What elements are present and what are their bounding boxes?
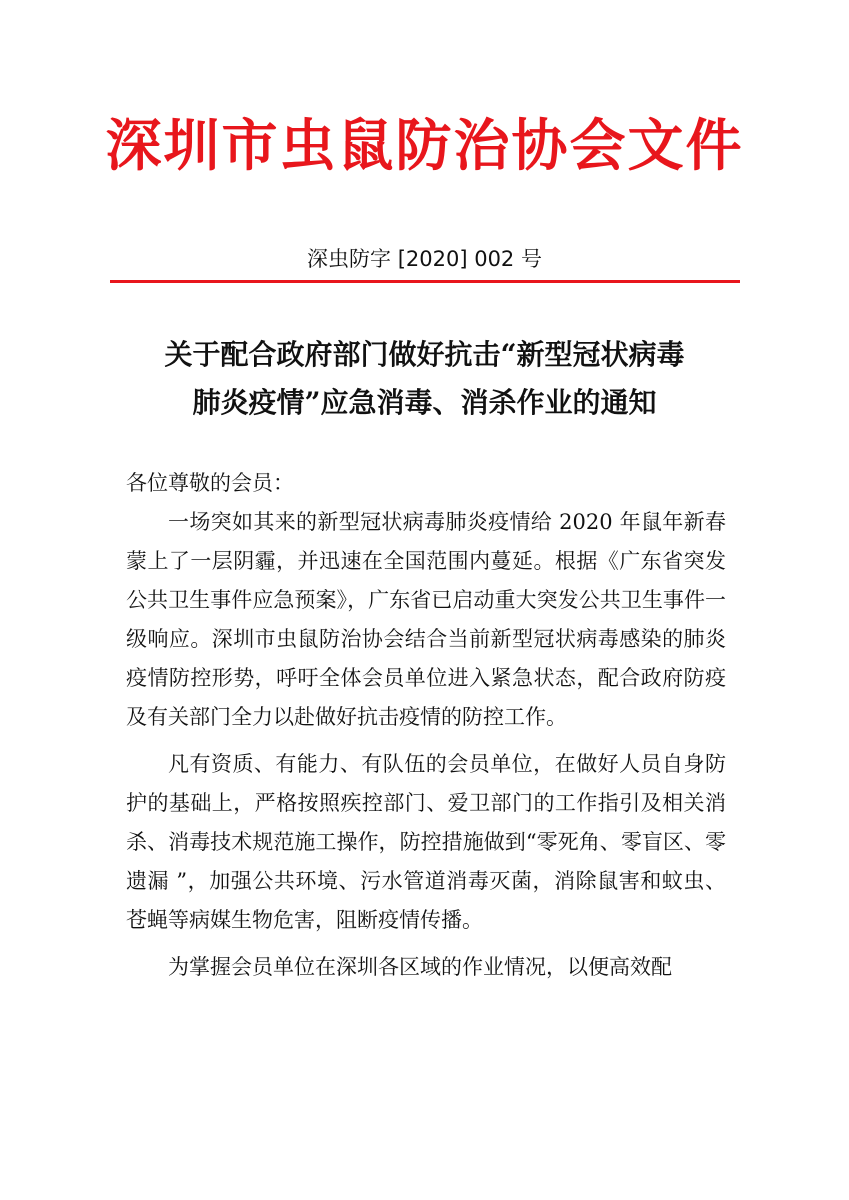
document-number: 深虫防字 [2020] 002 号 [307, 247, 542, 271]
notice-title-line-2: 肺炎疫情”应急消毒、消杀作业的通知 [192, 386, 657, 419]
notice-body [126, 464, 726, 987]
body-paragraph-1: 一场突如其来的新型冠状病毒肺炎疫情给 2020 年鼠年新春蒙上了一层阴霾，并迅速在全国范围内蔓延。根据《广东省突发公共卫生事件应急预案》，广东省已启动重大突发公共卫生事件一级响应。深圳市虫鼠防治协会结合当前新型冠状病毒感染的肺炎疫情防控形势，呼吁全体会员单位进入紧急状态，配合政府防疫及有关部门全力以赴做好抗击疫情的防控工作。 [126, 510, 726, 729]
body-paragraph-3: 为掌握会员单位在深圳各区域的作业情况，以便高效配 [168, 955, 672, 979]
red-divider-rule [110, 280, 740, 283]
notice-title [90, 331, 759, 427]
notice-title-line-1: 关于配合政府部门做好抗击“新型冠状病毒 [164, 338, 685, 371]
body-paragraph-2: 凡有资质、有能力、有队伍的会员单位，在做好人员自身防护的基础上，严格按照疾控部门、爱卫部门的工作指引及相关消杀、消毒技术规范施工操作，防控措施做到“零死角、零盲区、零遗漏 ”，加强公共环境、污水管道消毒灭菌，消除鼠害和蚊虫、苍蝇等病媒生物危害，阻断疫情传播。 [126, 752, 726, 932]
salutation: 各位尊敬的会员： [126, 471, 294, 495]
organization-header-title: 深圳市虫鼠防治协会文件 [105, 114, 744, 179]
